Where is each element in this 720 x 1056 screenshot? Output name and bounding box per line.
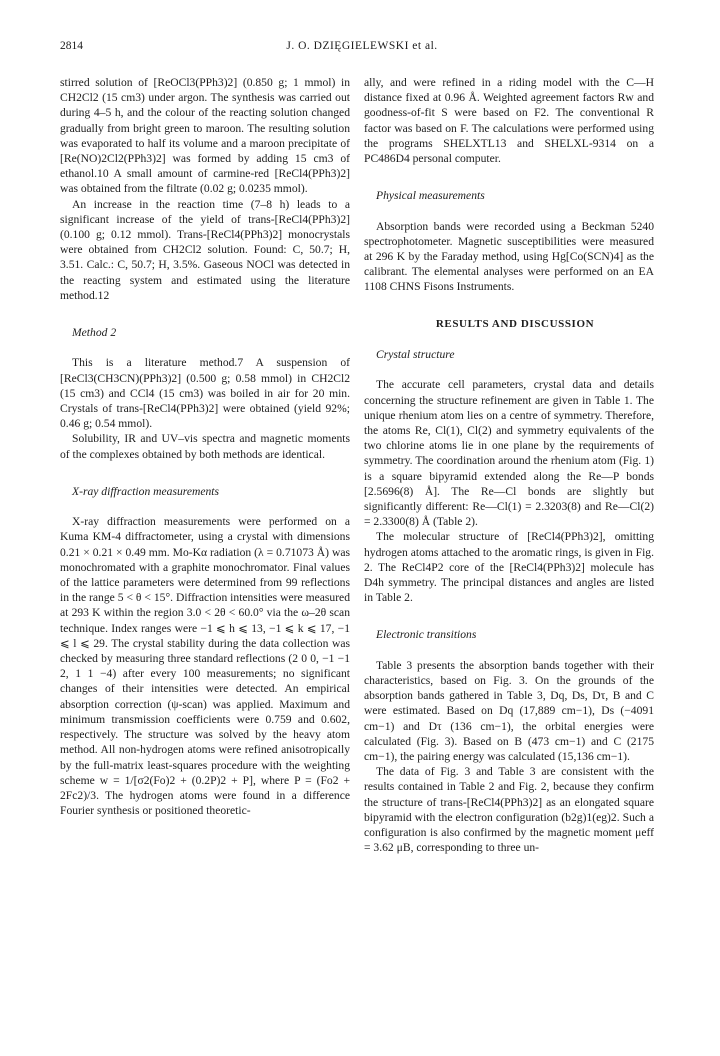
left-paragraph-5: X-ray diffraction measurements were performed on a Kuma KM-4 diffractometer, using a crystal with dimensions 0.21 × 0.21 × 0.49 mm. Mo-Kα radiation (λ = 0.71073 Å) was monochromated with a graphite monochromator. Final values of the lattice parameters were determined from 99 reflections in the range 5 < θ < 15°. Diffraction intensities were measured at 293 K within the region 3.0 < 2θ < 60.0° via the ω–2θ scan technique. Index ranges were −1 ⩽ h ⩽ 13, −1 ⩽ k ⩽ 17, −1 ⩽ l ⩽ 29. The crystal stability during the data collection was checked by measuring three standard reflections (2 0 0, −1 −1 2, 1 1 −4) after every 100 measurements; no significant changes of their intensities were detected. An empirical absorption correction (ψ-scan) was applied. Maximum and minimum transmission coefficients were 0.759 and 0.602, respectively. The structure was solved by the heavy atom method. All non-hydrogen atoms were refined anisotropically by the full-matrix least-squares procedure with the weighting scheme w = 1/[σ2(Fo)2 + (0.2P)2 + P], where P = (Fo2 + 2Fc2)/3. The hydrogen atoms were found in a difference Fourier synthesis or positioned theoretic- [60,515,350,818]
left-column [60,75,350,818]
heading-crystal-structure: Crystal structure [376,348,455,362]
right-column [364,75,654,855]
left-paragraph-3: This is a literature method.7 A suspension of [ReCl3(CH3CN)(PPh3)2] (0.500 g; 0.58 mmol) in CH2Cl2 (15 cm3) and CCl4 (15 cm3) was boiled in air for 20 min. Crystals of trans-[ReCl4(PPh3)2] were obtained (yield 92%; 0.46 g; 0.54 mmol). [60,356,350,431]
right-paragraph-2: Absorption bands were recorded using a Beckman 5240 spectrophotometer. Magnetic susceptibilities were measured at 296 K by the Faraday method, using Hg[Co(SCN)4] as the calibrant. The elemental analyses were performed on an EA 1108 CHNS Fisons Instruments. [364,219,654,294]
right-paragraph-4: The molecular structure of [ReCl4(PPh3)2], omitting hydrogen atoms attached to the aromatic rings, is given in Fig. 2. The ReCl4P2 core of the [ReCl4(PPh3)2] molecule has D4h symmetry. The principal distances and angles are listed in Table 2. [364,530,654,605]
left-paragraph-2: An increase in the reaction time (7–8 h) leads to a significant increase of the yield of trans-[ReCl4(PPh3)2] (0.100 g; 0.12 mmol). Trans-[ReCl4(PPh3)2] monocrystals were obtained from CH2Cl2 solution. Found: C, 50.7; H, 3.51. Calc.: C, 50.7; H, 3.5%. Gaseous NOCl was detected in the reacting system and estimated using the literature method.12 [60,197,350,302]
right-paragraph-3: The accurate cell parameters, crystal data and details concerning the structure refinement are given in Table 1. The unique rhenium atom lies on a centre of symmetry. Therefore, the atoms Re, Cl(1), Cl(2) and symmetry equivalents of the two chlorine atoms lie in one plane by the requirements of symmetry. The coordination around the rhenium atom (Fig. 1) is a square bipyramid extended along the Re—P bonds [2.5696(8) Å]. The Re—Cl bonds are slightly but significantly different: Re—Cl(1) = 2.3203(8) and Re—Cl(2) = 2.3300(8) Å (Table 2). [364,378,654,529]
left-paragraph-4: Solubility, IR and UV–vis spectra and magnetic moments of the complexes obtained by both methods are identical. [60,432,350,461]
right-paragraph-6: The data of Fig. 3 and Table 3 are consistent with the results contained in Table 2 and Fig. 2, because they confirm the structure of trans-[ReCl4(PPh3)2] as an elongated square bipyramid with the electron configuration (b2g)1(eg)2. Such a configuration is also confirmed by the magnetic moment μeff = 3.62 μB, corresponding to three un- [364,765,654,855]
right-paragraph-5: Table 3 presents the absorption bands together with their characteristics, based on Fig. 3. On the grounds of the absorption bands gathered in Table 3, Dq, Ds, Dτ, B and C were estimated. Based on Dq (17,889 cm−1), Ds (−4091 cm−1) and Dτ (136 cm−1), the orbital energies were calculated (Fig. 3). Based on B (473 cm−1) and C (2175 cm−1), the pairing energy was calculated (15,136 cm−1). [364,658,654,764]
heading-physical-measurements: Physical measurements [376,189,485,203]
page-header [60,40,664,56]
left-paragraph-1: stirred solution of [ReOCl3(PPh3)2] (0.850 g; 1 mmol) in CH2Cl2 (15 cm3) under argon. The synthesis was carried out during 4–5 h, and the colour of the reacting solution changed gradually from bright green to maroon. The resulting solution was evaporated to half its volume and a maroon precipitate of [Re(NO)2Cl2(PPh3)2] was formed by adding 15 cm3 of ethanol.10 A small amount of carmine-red [ReCl4(PPh3)2] was obtained from the filtrate (0.02 g; 0.0235 mmol). [60,76,350,196]
heading-electronic-transitions: Electronic transitions [376,628,477,642]
heading-results-discussion: RESULTS AND DISCUSSION [435,317,595,330]
heading-method-2: Method 2 [72,326,117,340]
running-head: J. O. DZIĘGIELEWSKI et al. [286,40,438,52]
right-paragraph-1: ally, and were refined in a riding model with the C—H distance fixed at 0.96 Å. Weighted agreement factors Rw and goodness-of-fit S were based on F2. The conventional R factor was based on F. The calculations were performed using the programs SHELXTL13 and SHELXL-9314 on a PC486D4 personal computer. [364,76,654,166]
page-number: 2814 [60,40,83,52]
heading-xray: X-ray diffraction measurements [72,484,220,498]
